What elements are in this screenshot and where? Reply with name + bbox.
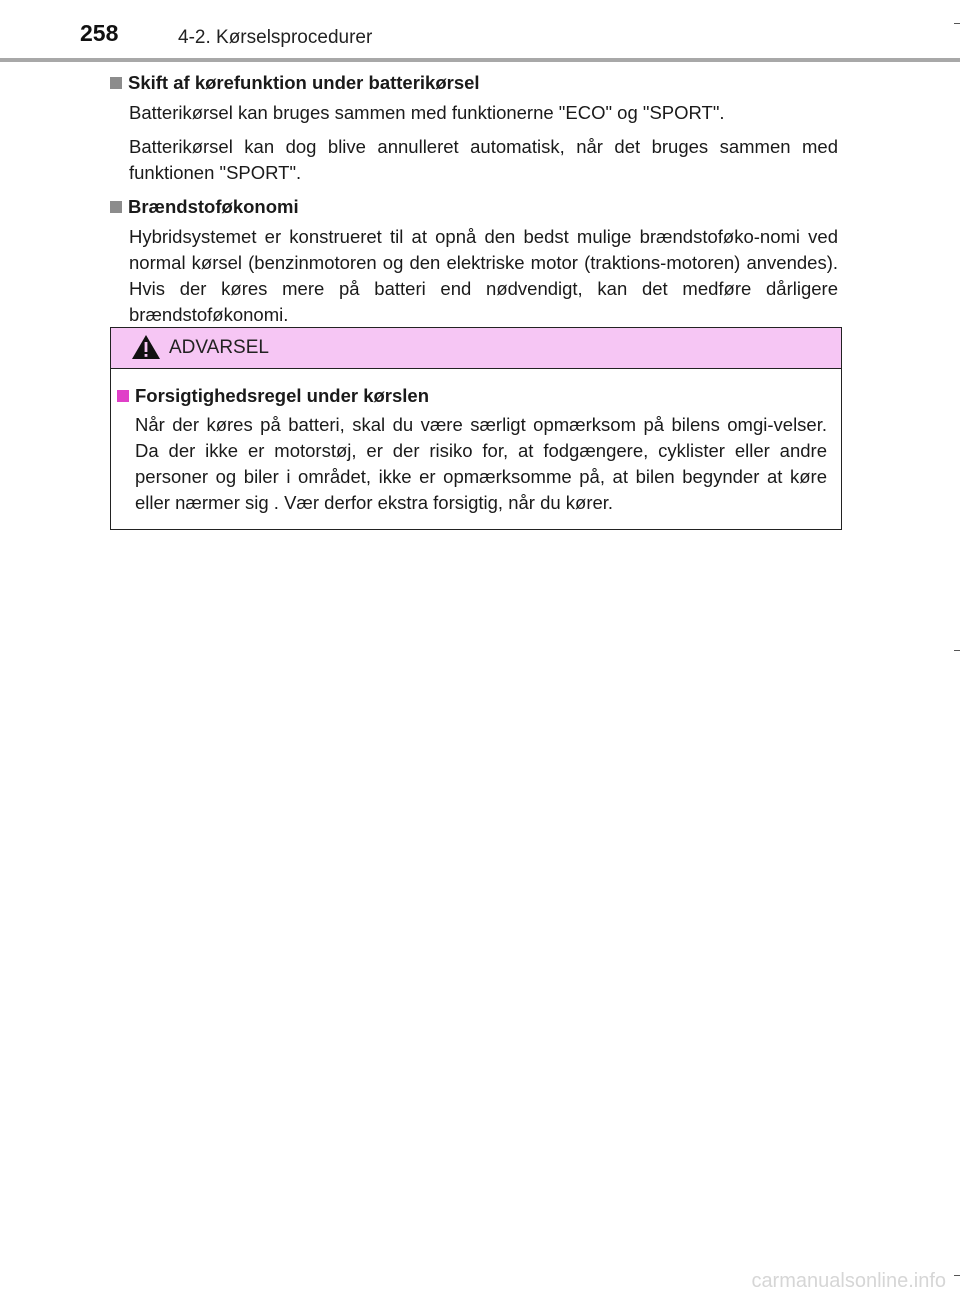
section-title: 4-2. Kørselsprocedurer: [178, 27, 373, 48]
subsection-heading-text: Brændstoføkonomi: [128, 196, 299, 217]
square-bullet-icon: [110, 201, 122, 213]
crop-mark: [954, 1275, 960, 1276]
crop-mark: [954, 650, 960, 651]
subsection-driving-mode: [110, 70, 838, 186]
warning-label: ADVARSEL: [169, 337, 269, 358]
paragraph: Hybridsystemet er konstrueret til at opnå den bedst mulige brændstoføko-nomi ved normal kørsel (benzinmotoren og den elektriske motor (traktions-motoren) anvendes). Hvis der køres mere på batteri end nødvendigt, kan det medføre dårligere brændstoføkonomi.: [129, 226, 838, 325]
paragraph: Batterikørsel kan dog blive annulleret automatisk, når det bruges sammen med funktionen "SPORT".: [129, 136, 838, 183]
warning-triangle-icon: [131, 334, 161, 360]
crop-mark: [954, 23, 960, 24]
warning-heading-text: Forsigtighedsregel under kørslen: [135, 385, 430, 406]
paragraph: Batterikørsel kan bruges sammen med funktionerne "ECO" og "SPORT".: [129, 102, 725, 123]
header-rule: [0, 58, 960, 62]
page-header: [0, 0, 960, 62]
square-bullet-icon: [110, 77, 122, 89]
square-bullet-icon: [117, 390, 129, 402]
main-content: [110, 70, 838, 336]
subsection-heading-text: Skift af kørefunktion under batterikørsel: [128, 72, 480, 93]
subsection-heading: [110, 70, 838, 96]
warning-heading: [117, 383, 827, 409]
warning-text: Når der køres på batteri, skal du være særligt opmærksom på bilens omgi-velser. Da der ikke er motorstøj, er der risiko for, at fodgængere, cyklister eller andre personer og biler i området, ikke er opmærksomme på, at bilen begynder at køre eller nærmer sig . Vær derfor ekstra forsigtig, når du kører.: [135, 414, 827, 513]
warning-box: [110, 327, 842, 530]
page-number: 258: [80, 20, 119, 46]
watermark: carmanualsonline.info: [751, 1270, 946, 1292]
subsection-fuel-economy: [110, 194, 838, 328]
warning-body: [111, 369, 841, 516]
subsection-heading: [110, 194, 838, 220]
warning-header: [111, 328, 841, 369]
